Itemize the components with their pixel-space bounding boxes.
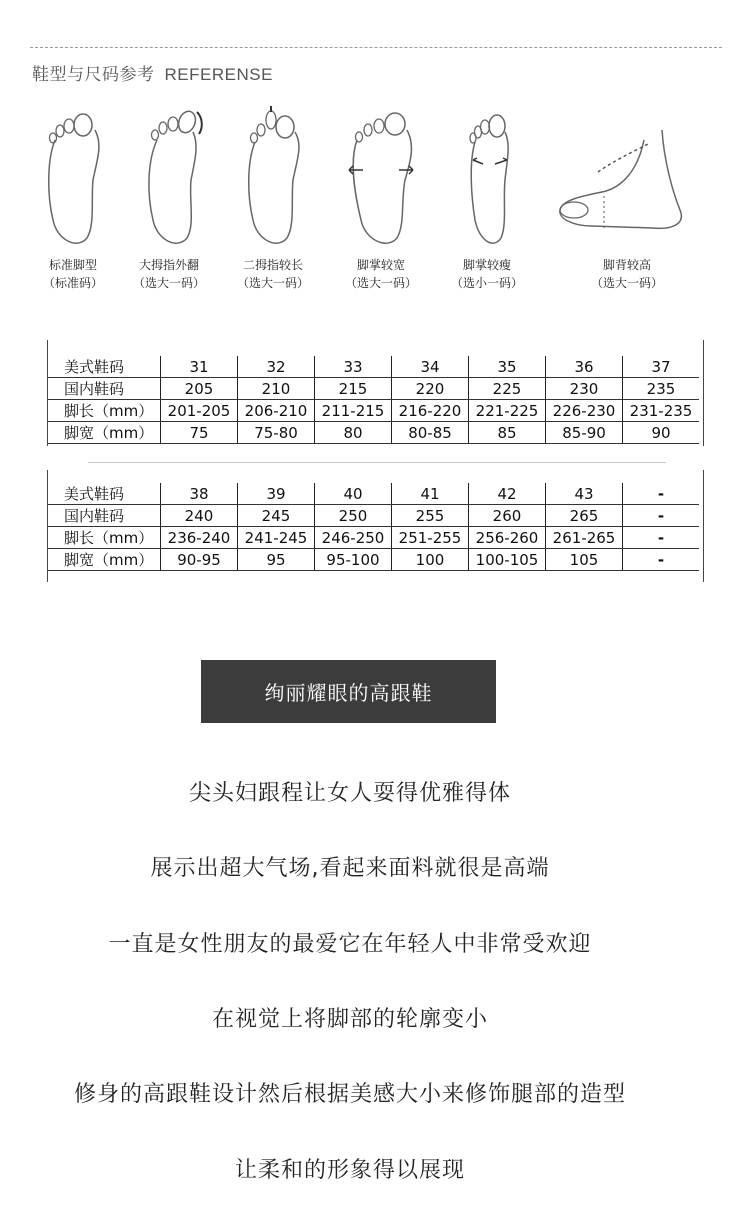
table-row [48, 483, 699, 505]
table-cell: 215 [315, 378, 392, 400]
table-cell: 34 [392, 356, 469, 378]
product-banner: 绚丽耀眼的高跟鞋 [201, 660, 496, 723]
table-cell: 43 [546, 483, 623, 505]
description-line: 修身的高跟鞋设计然后根据美感大小来修饰腿部的造型 [73, 1082, 626, 1107]
table-cell: 250 [315, 505, 392, 527]
table-cell: - [623, 549, 700, 571]
table-cell: 85-90 [546, 422, 623, 444]
table-cell: 31 [161, 356, 238, 378]
description-line: 在视觉上将脚部的轮廓变小 [211, 1007, 488, 1032]
foot-type-tip: （选大一码） [132, 276, 205, 290]
table-cell: 80 [315, 422, 392, 444]
table-row [48, 378, 699, 400]
bunion-foot-icon [129, 100, 209, 250]
table-cell: 100-105 [469, 549, 546, 571]
row-label: 脚长（mm） [48, 527, 161, 549]
table-cell: 245 [238, 505, 315, 527]
table-cell: 42 [469, 483, 546, 505]
table-cell: 225 [469, 378, 546, 400]
row-label: 国内鞋码 [48, 378, 161, 400]
table-cell: 206-210 [238, 400, 315, 422]
foot-type-tip: （选大一码） [236, 276, 309, 290]
table-right-edge [703, 340, 704, 446]
table-cell: 211-215 [315, 400, 392, 422]
description-line: 尖头妇跟程让女人耍得优雅得体 [188, 781, 511, 806]
foot-type-standard [18, 100, 128, 292]
table-cell: 75-80 [238, 422, 315, 444]
description-line: 一直是女性朋友的最爱它在年轻人中非常受欢迎 [108, 932, 592, 957]
table-cell: 246-250 [315, 527, 392, 549]
foot-type-tip: （选大一码） [344, 276, 417, 290]
foot-type-bunion [114, 100, 224, 292]
foot-type-wide [326, 100, 436, 292]
table-cell: 216-220 [392, 400, 469, 422]
table-cell: 39 [238, 483, 315, 505]
foot-types-row [0, 100, 750, 310]
row-label: 脚宽（mm） [48, 549, 161, 571]
long-second-toe-foot-icon [233, 100, 313, 250]
foot-type-name: 脚背较高 [602, 258, 651, 272]
foot-type-name: 大拇指外翻 [138, 258, 199, 272]
foot-type-name: 脚掌较瘦 [462, 258, 511, 272]
foot-type-tip: （选小一码） [450, 276, 523, 290]
size-table-1 [48, 356, 699, 444]
table-cell: 105 [546, 549, 623, 571]
row-label: 美式鞋码 [48, 356, 161, 378]
foot-type-name: 二拇指较长 [242, 258, 303, 272]
table-cell: 33 [315, 356, 392, 378]
section-title-en: REFERENSE [164, 65, 273, 84]
table-cell: - [623, 527, 700, 549]
narrow-foot-icon [447, 100, 527, 250]
foot-type-name: 脚掌较宽 [356, 258, 405, 272]
table-cell: 75 [161, 422, 238, 444]
table-cell: 85 [469, 422, 546, 444]
table-row [48, 527, 699, 549]
row-label: 美式鞋码 [48, 483, 161, 505]
table-row [48, 505, 699, 527]
foot-type-high-instep [552, 100, 702, 292]
row-label: 国内鞋码 [48, 505, 161, 527]
table-cell: 95 [238, 549, 315, 571]
table-cell: 95-100 [315, 549, 392, 571]
description-line: 让柔和的形象得以展现 [234, 1158, 465, 1183]
table-row [48, 356, 699, 378]
standard-foot-icon [33, 100, 113, 250]
table-cell: 35 [469, 356, 546, 378]
table-cell: 241-245 [238, 527, 315, 549]
table-cell: 231-235 [623, 400, 700, 422]
table-cell: - [623, 505, 700, 527]
table-row [48, 549, 699, 571]
table-cell: 261-265 [546, 527, 623, 549]
table-separator [88, 462, 666, 463]
table-cell: 210 [238, 378, 315, 400]
section-title-cn: 鞋型与尺码参考 [32, 65, 155, 85]
table-cell: 41 [392, 483, 469, 505]
table-cell: 260 [469, 505, 546, 527]
table-cell: 38 [161, 483, 238, 505]
table-cell: 205 [161, 378, 238, 400]
foot-type-name: 标准脚型 [48, 258, 97, 272]
foot-type-long-second-toe [218, 100, 328, 292]
section-title [32, 60, 273, 85]
foot-type-tip: （选大一码） [590, 276, 663, 290]
table-right-edge [703, 470, 704, 582]
foot-type-tip: （标准码） [42, 276, 103, 290]
table-row [48, 422, 699, 444]
description-line: 展示出超大气场,看起来面料就很是高端 [150, 856, 550, 881]
foot-type-narrow [432, 100, 542, 292]
table-cell: 220 [392, 378, 469, 400]
table-cell: 100 [392, 549, 469, 571]
table-cell: 256-260 [469, 527, 546, 549]
table-cell: 251-255 [392, 527, 469, 549]
wide-foot-icon [341, 100, 421, 250]
table-cell: 37 [623, 356, 700, 378]
table-row [48, 400, 699, 422]
table-cell: 255 [392, 505, 469, 527]
table-cell: 235 [623, 378, 700, 400]
table-cell: 240 [161, 505, 238, 527]
table-cell: 80-85 [392, 422, 469, 444]
high-instep-foot-icon [552, 100, 702, 250]
table-cell: 236-240 [161, 527, 238, 549]
table-cell: 32 [238, 356, 315, 378]
size-table-2 [48, 483, 699, 571]
table-cell: 90 [623, 422, 700, 444]
table-cell: 90-95 [161, 549, 238, 571]
table-cell: 201-205 [161, 400, 238, 422]
table-cell: 40 [315, 483, 392, 505]
table-cell: 226-230 [546, 400, 623, 422]
row-label: 脚长（mm） [48, 400, 161, 422]
table-cell: 265 [546, 505, 623, 527]
top-dashed-divider [30, 47, 722, 48]
table-cell: 36 [546, 356, 623, 378]
table-cell: - [623, 483, 700, 505]
row-label: 脚宽（mm） [48, 422, 161, 444]
table-cell: 221-225 [469, 400, 546, 422]
table-cell: 230 [546, 378, 623, 400]
